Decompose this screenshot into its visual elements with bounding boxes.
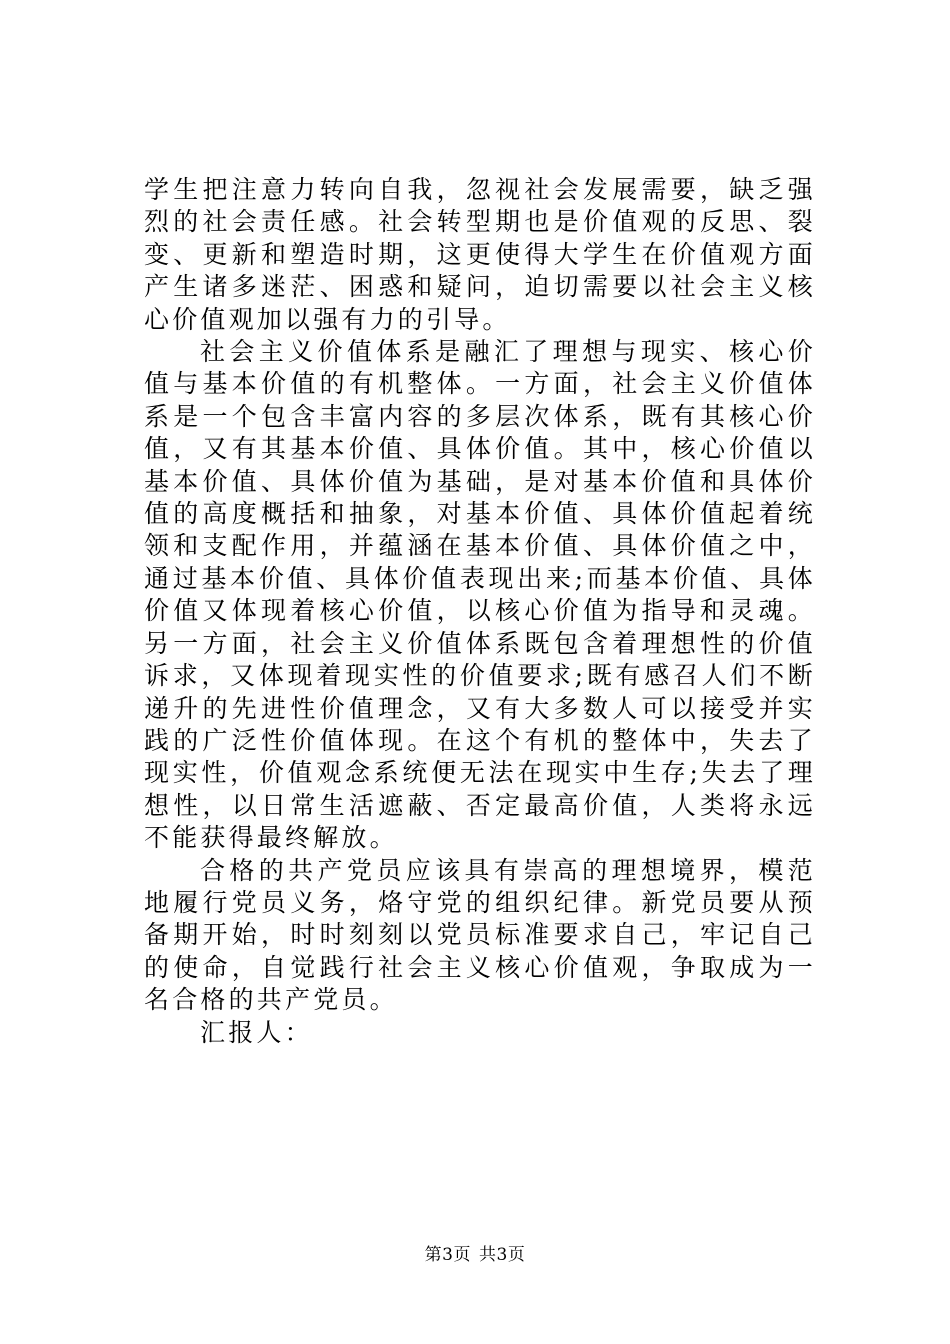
page-footer [0,1244,950,1266]
paragraph-continuation: 学生把注意力转向自我，忽视社会发展需要，缺乏强烈的社会责任感。社会转型期也是价值观的反思、裂变、更新和塑造时期，这更使得大学生在价值观方面产生诸多迷茫、困惑和疑问，迫切需要以社会主义核心价值观加以强有力的引导。 [144,175,816,334]
page-total: 共3页 [479,1245,526,1265]
reporter-signature-line: 汇报人： [200,1017,313,1047]
paragraph-party-member: 合格的共产党员应该具有崇高的理想境界，模范地履行党员义务，烙守党的组织纪律。新党员要从预备期开始，时时刻刻以党员标准要求自己，牢记自己的使命，自觉践行社会主义核心价值观，争取成为一名合格的共产党员。 [144,855,816,1015]
paragraph-value-system: 社会主义价值体系是融汇了理想与现实、核心价值与基本价值的有机整体。一方面，社会主义价值体系是一个包含丰富内容的多层次体系，既有其核心价值，又有其基本价值、具体价值。其中，核心价值以基本价值、具体价值为基础，是对基本价值和具体价值的高度概括和抽象，对基本价值、具体价值起着统领和支配作用，并蕴涵在基本价值、具体价值之中，通过基本价值、具体价值表现出来;而基本价值、具体价值又体现着核心价值，以核心价值为指导和灵魂。另一方面，社会主义价值体系既包含着理想性的价值诉求，又体现着现实性的价值要求;既有感召人们不断递升的先进性价值理念，又有大多数人可以接受并实践的广泛性价值体现。在这个有机的整体中，失去了现实性，价值观念系统便无法在现实中生存;失去了理想性，以日常生活遮蔽、否定最高价值，人类将永远不能获得最终解放。 [144,337,816,853]
document-body [144,174,816,1049]
page-number: 第3页 [424,1245,471,1265]
